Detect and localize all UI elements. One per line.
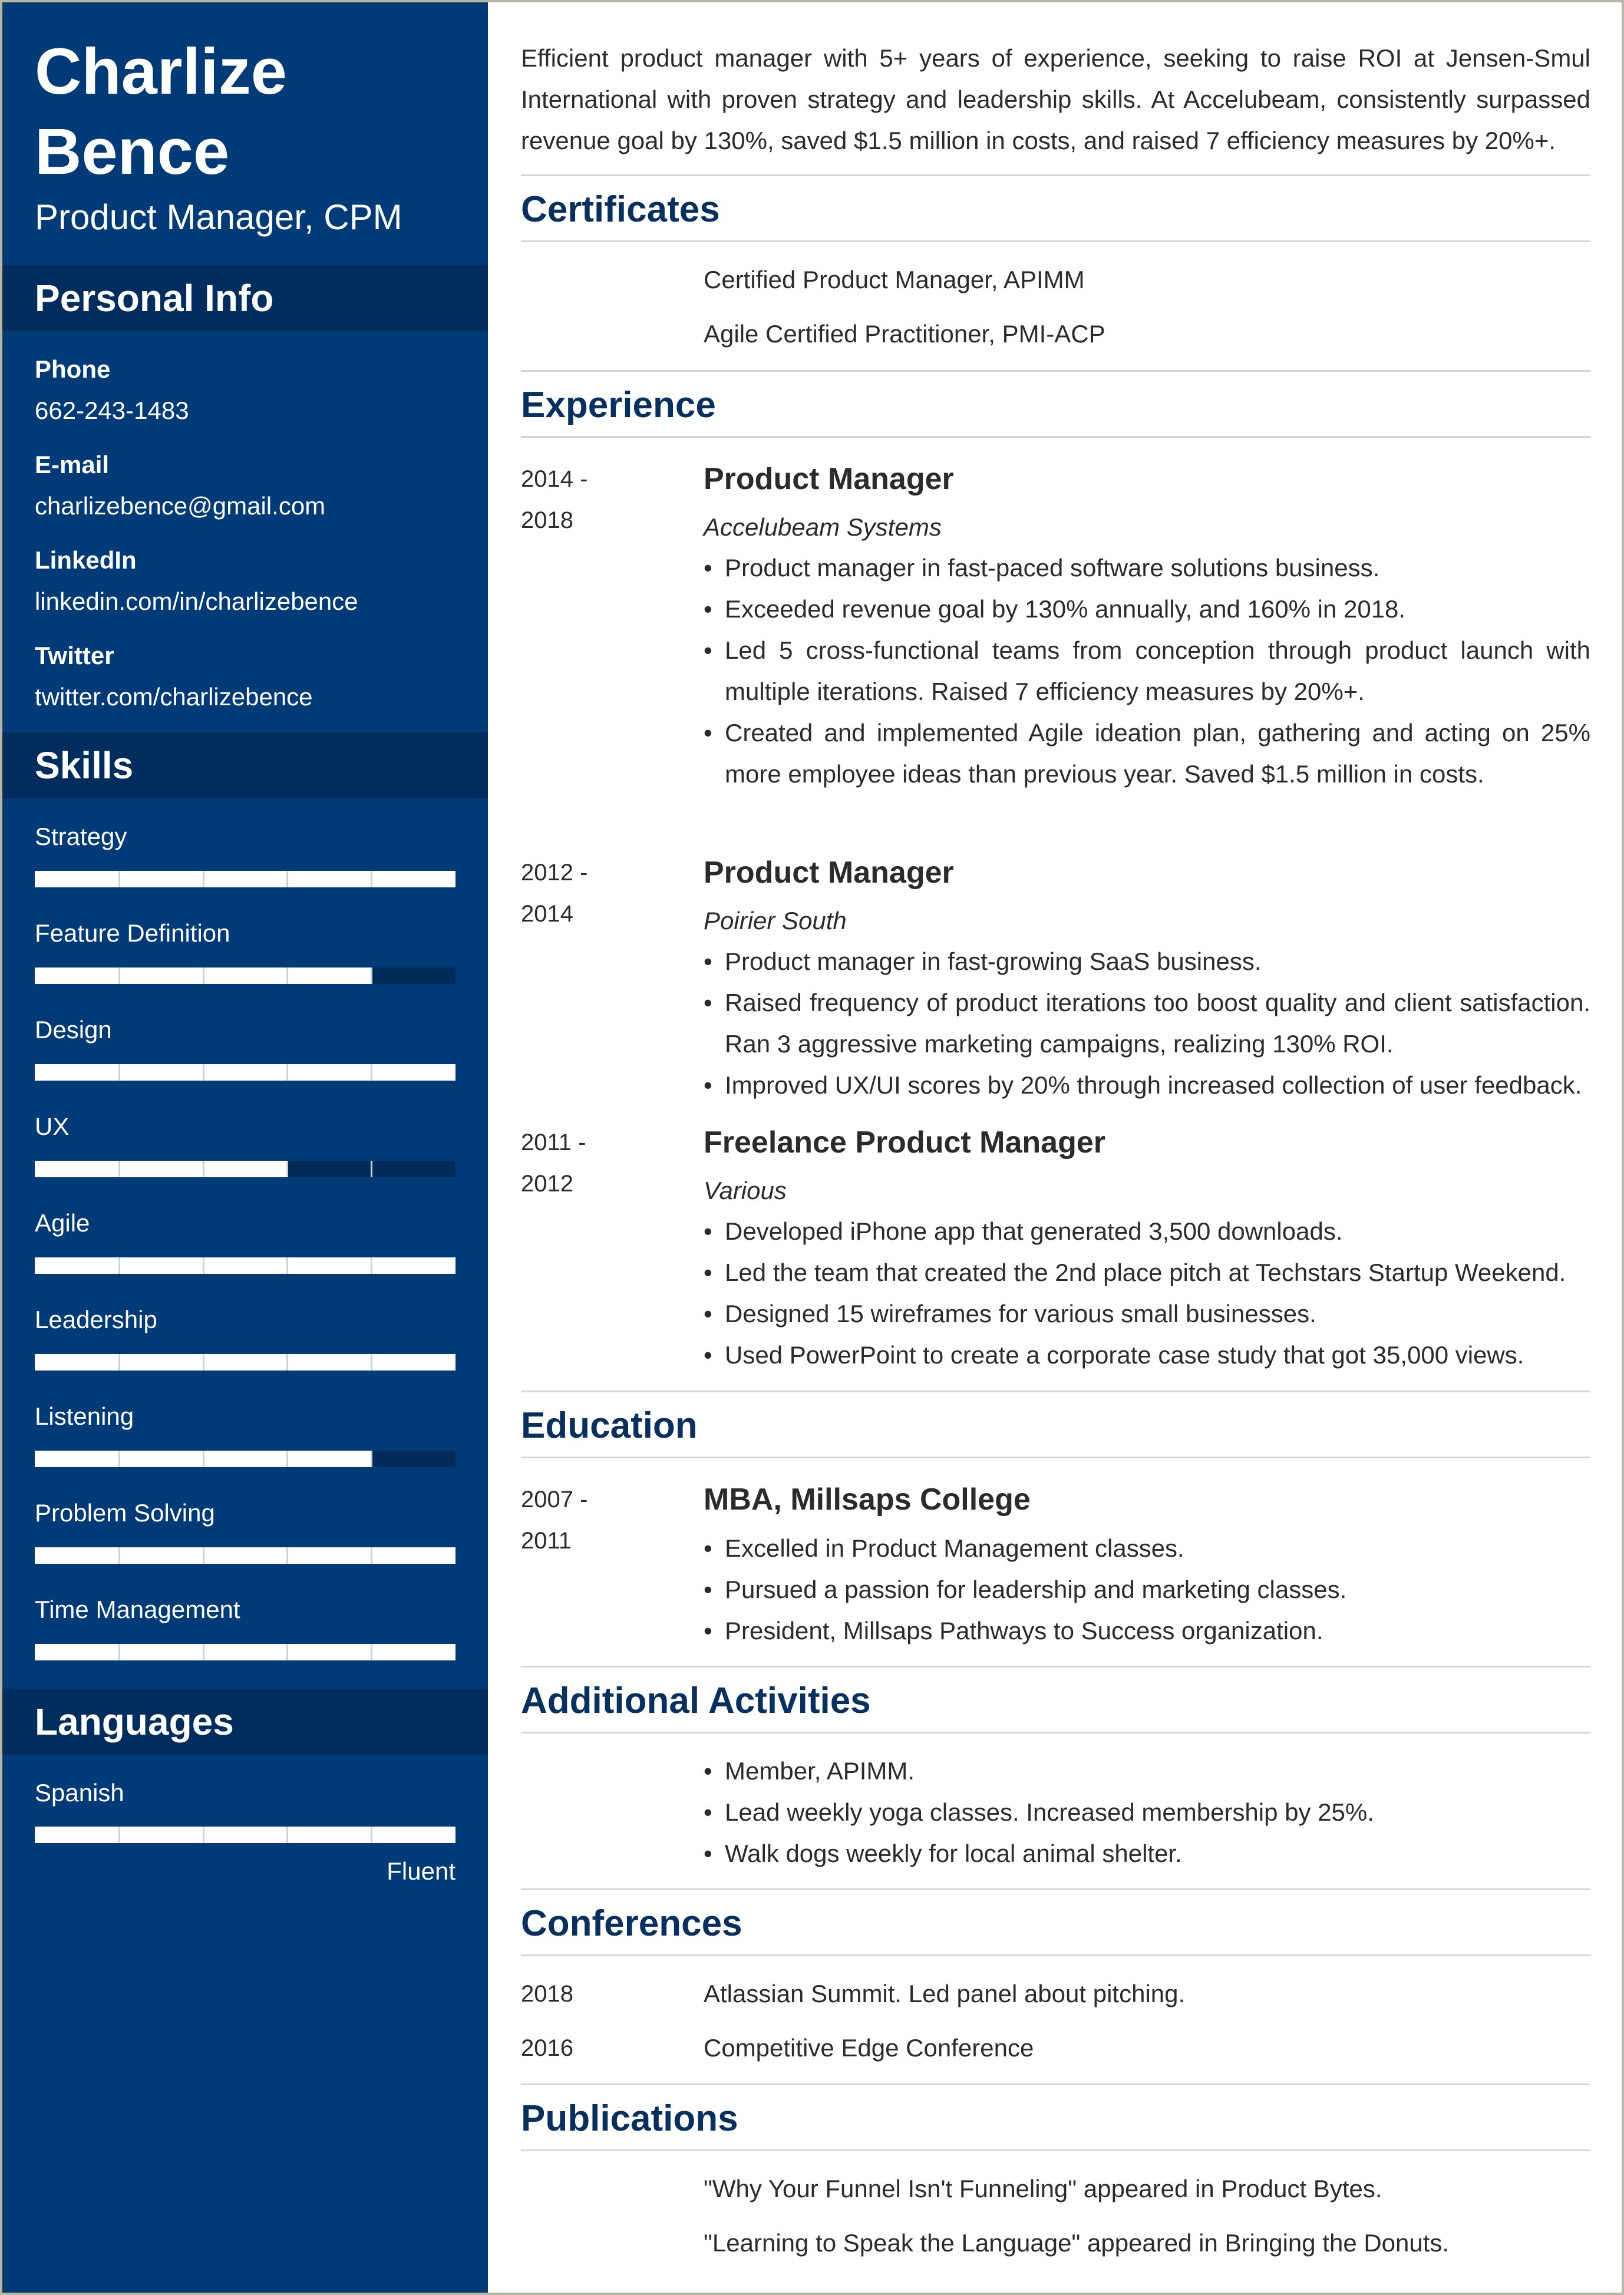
- job-bullet: • Improved UX/UI scores by 20% through increased collection of user feedback.: [704, 1065, 1590, 1106]
- skill-bar: [35, 967, 455, 984]
- level-segment-divider: [203, 1451, 204, 1467]
- level-segment-divider: [371, 871, 372, 887]
- certificate-item: Agile Certified Practitioner, PMI-ACP: [704, 320, 1105, 348]
- job-bullet: • Raised frequency of product iterations too boost quality and client satisfaction. Ran 3 aggressive marketing campaigns, realizing 130% ROI.: [704, 982, 1590, 1065]
- job-bullets: [704, 547, 1590, 795]
- level-segment-divider: [371, 1547, 372, 1564]
- divider: [521, 1954, 1590, 1956]
- conference-year: 2016: [521, 2035, 573, 2061]
- level-segment-divider: [371, 1354, 372, 1371]
- skill-bar: [35, 1644, 455, 1660]
- sidebar: [2, 2, 488, 2293]
- education-start-date: 2007 -: [521, 1487, 588, 1513]
- level-fill: [35, 871, 455, 887]
- education-bullet: • Pursued a passion for leadership and marketing classes.: [704, 1569, 1590, 1610]
- level-segment-divider: [371, 1064, 372, 1081]
- job-role: Freelance Product Manager: [704, 1125, 1105, 1160]
- conferences-heading: Conferences: [521, 1903, 742, 1944]
- level-segment-divider: [203, 1354, 204, 1371]
- phone-value: 662-243-1483: [35, 397, 189, 424]
- divider: [521, 2083, 1590, 2085]
- education-degree: MBA, Millsaps College: [704, 1482, 1031, 1517]
- publication-item: "Why Your Funnel Isn't Funneling" appeared in Product Bytes.: [704, 2175, 1382, 2202]
- candidate-name: Charlize Bence: [35, 35, 287, 188]
- level-fill: [35, 1827, 455, 1843]
- job-end-date: 2018: [521, 507, 573, 533]
- skill-bar: [35, 1547, 455, 1564]
- divider: [521, 1666, 1590, 1667]
- job-bullet: • Exceeded revenue goal by 130% annually, and 160% in 2018.: [704, 589, 1590, 630]
- level-segment-divider: [371, 1644, 372, 1660]
- job-end-date: 2012: [521, 1171, 573, 1197]
- certificate-item: Certified Product Manager, APIMM: [704, 266, 1085, 293]
- job-role: Product Manager: [704, 856, 954, 890]
- job-bullets: [704, 941, 1590, 1106]
- skill-label: Strategy: [35, 823, 127, 850]
- level-segment-divider: [286, 1451, 288, 1467]
- job-company: Various: [704, 1177, 787, 1204]
- personal-info-heading: Personal Info: [2, 265, 488, 331]
- job-company: Accelubeam Systems: [704, 513, 942, 541]
- level-segment-divider: [203, 1257, 204, 1274]
- divider: [521, 370, 1590, 372]
- level-segment-divider: [203, 1161, 204, 1177]
- divider: [521, 1391, 1590, 1392]
- phone-label: Phone: [35, 355, 111, 383]
- level-fill: [35, 1547, 455, 1564]
- conference-text: Atlassian Summit. Led panel about pitching.: [704, 1980, 1186, 2007]
- activity-bullet: • Walk dogs weekly for local animal shelter.: [704, 1833, 1590, 1874]
- level-segment-divider: [203, 1064, 204, 1081]
- level-segment-divider: [286, 1827, 288, 1843]
- level-segment-divider: [286, 1644, 288, 1660]
- activities-bullets: [704, 1751, 1590, 1874]
- level-fill: [35, 1064, 455, 1081]
- conference-text: Competitive Edge Conference: [704, 2034, 1034, 2062]
- skill-label: UX: [35, 1112, 70, 1140]
- level-segment-divider: [118, 1827, 120, 1843]
- skill-label: Listening: [35, 1402, 134, 1430]
- level-segment-divider: [118, 1547, 120, 1564]
- level-segment-divider: [286, 1257, 288, 1274]
- level-fill: [35, 1161, 287, 1177]
- level-fill: [35, 1257, 455, 1274]
- job-bullet: • Led the team that created the 2nd place pitch at Techstars Startup Weekend.: [704, 1252, 1590, 1293]
- level-segment-divider: [118, 967, 120, 984]
- publications-heading: Publications: [521, 2098, 738, 2139]
- email-label: E-mail: [35, 451, 110, 478]
- level-segment-divider: [118, 1451, 120, 1467]
- job-bullet: • Created and implemented Agile ideation plan, gathering and acting on 25% more employee ideas than previous year. Saved $1.5 million in costs.: [704, 712, 1590, 795]
- level-segment-divider: [286, 967, 288, 984]
- level-fill: [35, 1644, 455, 1660]
- activity-bullet: • Member, APIMM.: [704, 1751, 1590, 1792]
- level-segment-divider: [371, 967, 372, 984]
- skill-label: Problem Solving: [35, 1499, 215, 1527]
- education-end-date: 2011: [521, 1528, 572, 1554]
- level-fill: [35, 1354, 455, 1371]
- conference-year: 2018: [521, 1981, 573, 2007]
- divider: [521, 1888, 1590, 1890]
- level-segment-divider: [371, 1161, 372, 1177]
- activity-bullet: • Lead weekly yoga classes. Increased membership by 25%.: [704, 1792, 1590, 1833]
- level-segment-divider: [118, 1161, 120, 1177]
- job-role: Product Manager: [704, 462, 954, 496]
- divider: [521, 174, 1590, 176]
- level-segment-divider: [203, 1644, 204, 1660]
- level-segment-divider: [286, 871, 288, 887]
- level-segment-divider: [203, 967, 204, 984]
- divider: [521, 1457, 1590, 1458]
- job-start-date: 2011 -: [521, 1130, 586, 1155]
- skill-bar: [35, 1354, 455, 1371]
- level-segment-divider: [286, 1547, 288, 1564]
- education-heading: Education: [521, 1405, 698, 1446]
- job-bullet: • Developed iPhone app that generated 3,500 downloads.: [704, 1211, 1590, 1252]
- summary-text: Efficient product manager with 5+ years of experience, seeking to raise ROI at Jensen-Smul International with proven strategy and leadership skills. At Accelubeam, consistently surpassed revenue goal by 130%, saved $1.5 million in costs, and raised 7 efficiency measures by 20%+.: [521, 44, 1590, 154]
- skill-label: Design: [35, 1016, 112, 1044]
- job-company: Poirier South: [704, 907, 847, 934]
- level-segment-divider: [286, 1354, 288, 1371]
- publication-item: "Learning to Speak the Language" appeared in Bringing the Donuts.: [704, 2229, 1450, 2257]
- level-segment-divider: [286, 1064, 288, 1081]
- activities-heading: Additional Activities: [521, 1680, 871, 1721]
- level-segment-divider: [371, 1451, 372, 1467]
- level-segment-divider: [203, 1827, 204, 1843]
- level-segment-divider: [203, 871, 204, 887]
- language-proficiency: Fluent: [387, 1857, 455, 1885]
- level-segment-divider: [118, 1644, 120, 1660]
- job-start-date: 2014 -: [521, 466, 588, 492]
- language-label: Spanish: [35, 1779, 124, 1807]
- linkedin-label: LinkedIn: [35, 546, 137, 574]
- job-end-date: 2014: [521, 901, 573, 927]
- languages-heading: Languages: [2, 1689, 488, 1755]
- divider: [521, 1732, 1590, 1733]
- level-segment-divider: [118, 1354, 120, 1371]
- candidate-title: Product Manager, CPM: [35, 197, 402, 237]
- skill-label: Feature Definition: [35, 919, 230, 947]
- education-bullet: • President, Millsaps Pathways to Success organization.: [704, 1610, 1590, 1652]
- divider: [521, 436, 1590, 438]
- experience-heading: Experience: [521, 385, 716, 425]
- job-bullets: [704, 1211, 1590, 1376]
- skill-bar: [35, 871, 455, 887]
- skill-label: Leadership: [35, 1306, 157, 1333]
- level-segment-divider: [118, 1257, 120, 1274]
- job-bullet: • Product manager in fast-paced software solutions business.: [704, 547, 1590, 589]
- skill-bar: [35, 1161, 455, 1177]
- skill-label: Agile: [35, 1209, 90, 1237]
- skill-bar: [35, 1257, 455, 1274]
- level-segment-divider: [371, 1257, 372, 1274]
- divider: [521, 2149, 1590, 2151]
- job-bullet: • Led 5 cross-functional teams from conception through product launch with multiple iterations. Raised 7 efficiency measures by 20%+.: [704, 630, 1590, 712]
- skill-label: Time Management: [35, 1596, 240, 1623]
- twitter-label: Twitter: [35, 642, 114, 669]
- divider: [521, 240, 1590, 242]
- skills-heading: Skills: [2, 732, 488, 798]
- twitter-value: twitter.com/charlizebence: [35, 683, 313, 711]
- job-bullet: • Product manager in fast-growing SaaS business.: [704, 941, 1590, 982]
- level-segment-divider: [371, 1827, 372, 1843]
- level-segment-divider: [203, 1547, 204, 1564]
- skill-bar: [35, 1064, 455, 1081]
- level-segment-divider: [118, 871, 120, 887]
- level-segment-divider: [118, 1064, 120, 1081]
- language-bar: [35, 1827, 455, 1843]
- certificates-heading: Certificates: [521, 189, 720, 230]
- education-bullet: • Excelled in Product Management classes.: [704, 1528, 1590, 1569]
- level-segment-divider: [286, 1161, 288, 1177]
- job-bullet: • Designed 15 wireframes for various small businesses.: [704, 1293, 1590, 1335]
- skill-bar: [35, 1451, 455, 1467]
- linkedin-value: linkedin.com/in/charlizebence: [35, 587, 358, 615]
- job-bullet: • Used PowerPoint to create a corporate case study that got 35,000 views.: [704, 1335, 1590, 1376]
- email-value: charlizebence@gmail.com: [35, 492, 326, 520]
- education-bullets: [704, 1528, 1590, 1652]
- job-start-date: 2012 -: [521, 860, 588, 886]
